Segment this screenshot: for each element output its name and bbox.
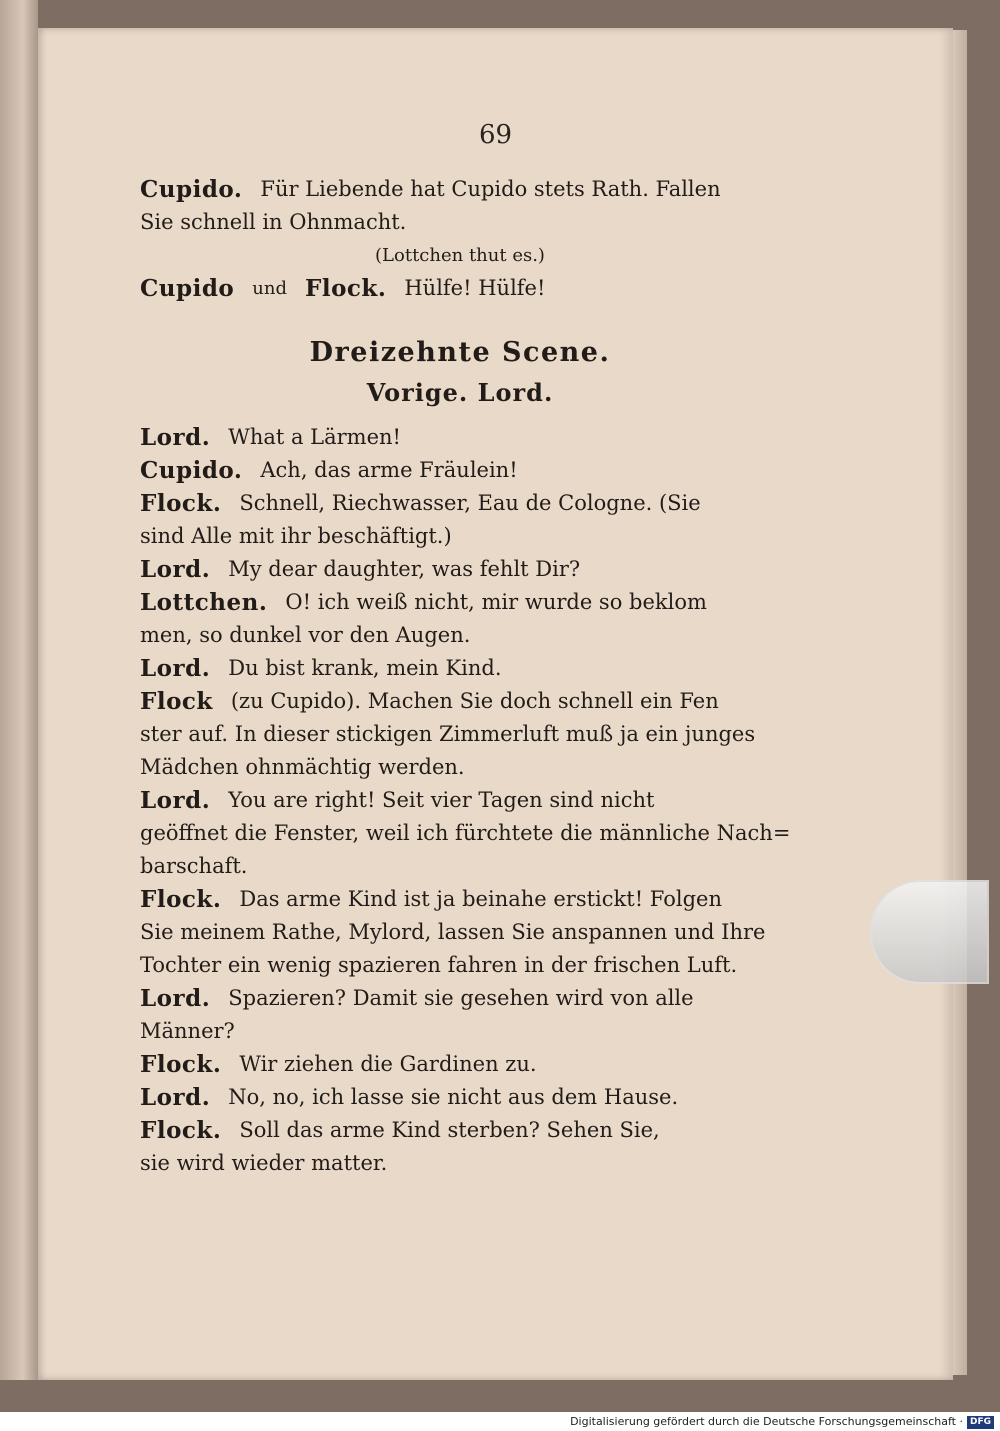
line-text: My dear daughter, was fehlt Dir? [228,557,581,581]
speaker-name: Lord. [140,655,211,682]
speaker-name: Flock. [140,490,222,517]
dialogue-line [140,1114,780,1147]
book-page [38,28,953,1380]
line-text: Tochter ein wenig spazieren fahren in der frischen Luft. [140,953,738,977]
line-text: Du bist krank, mein Kind. [228,656,502,680]
scene-title: Dreizehnte Scene. [309,337,611,368]
line-text: O! ich weiß nicht, mir wurde so beklom [285,590,707,614]
speaker-name: Flock. [140,1117,222,1144]
dialogue-line [140,1081,780,1114]
dialogue-line [140,685,780,718]
line-text: Mädchen ohnmächtig werden. [140,755,465,779]
speaker-name: Flock. [305,275,387,302]
line-text: Sie meinem Rathe, Mylord, lassen Sie anspannen und Ihre [140,920,766,944]
speaker-name: Lord. [140,985,211,1012]
line-text: men, so dunkel vor den Augen. [140,623,471,647]
line-text: What a Lärmen! [228,425,401,449]
line-text: Das arme Kind ist ja beinahe erstickt! Folgen [239,887,722,911]
line-text: Für Liebende hat Cupido stets Rath. Fallen [260,177,721,201]
dialogue [140,421,791,1180]
dialogue-line [140,1048,780,1081]
line-text: sie wird wieder matter. [140,1151,388,1175]
line-text: Sie schnell in Ohnmacht. [140,210,407,234]
footer-text: Digitalisierung gefördert durch die Deutsche Forschungsgemeinschaft · [570,1415,963,1428]
stage-direction [140,239,780,272]
speaker-name: Cupido [140,275,235,302]
dialogue-line [140,421,780,454]
dialogue-line [140,520,780,553]
text-line [140,173,780,206]
speaker-name: Cupido. [140,457,243,484]
line-text: Ach, das arme Fräulein! [260,458,518,482]
speaker-name: Flock. [140,1051,222,1078]
speaker-name: Flock. [140,886,222,913]
dialogue-line [140,586,780,619]
line-text: Wir ziehen die Gardinen zu. [239,1052,537,1076]
line-text: No, no, ich lasse sie nicht aus dem Hause. [228,1085,679,1109]
line-text: Hülfe! Hülfe! [404,276,546,300]
line-text: You are right! Seit vier Tagen sind nicht [228,788,655,812]
line-text: geöffnet die Fenster, weil ich fürchtete die männliche Nach= [140,821,791,845]
speaker-name: Lord. [140,1084,211,1111]
dialogue-line [140,850,780,883]
speaker-name: Lottchen. [140,589,268,616]
line-text: Männer? [140,1019,235,1043]
connector-text: und [252,278,287,299]
page-turn-tab[interactable] [870,880,989,984]
scene-characters: Vorige. Lord. [366,378,554,407]
dialogue-line [140,751,780,784]
speaker-name: Lord. [140,787,211,814]
text-line [140,206,780,239]
speaker-name: Lord. [140,556,211,583]
dialogue-line [140,949,780,982]
speaker-name: Flock [140,688,213,715]
line-text: Schnell, Riechwasser, Eau de Cologne. (Sie [239,491,701,515]
line-text: barschaft. [140,854,248,878]
dialogue-line [140,487,780,520]
dfg-logo: DFG [967,1416,994,1429]
dialogue-line [140,982,780,1015]
speaker-name: Cupido. [140,176,243,203]
line-text: sind Alle mit ihr beschäftigt.) [140,524,452,548]
line-text: Spazieren? Damit sie gesehen wird von alle [228,986,694,1010]
page-text [140,173,791,1180]
dialogue-line [140,817,791,850]
left-page-edge [0,0,38,1380]
speaker-name: Lord. [140,424,211,451]
dialogue-line [140,1015,780,1048]
page-number: 69 [478,120,513,150]
line-text: Soll das arme Kind sterben? Sehen Sie, [239,1118,660,1142]
line-text: ster auf. In dieser stickigen Zimmerluft muß ja ein junges [140,722,756,746]
line-text: (zu Cupido). Machen Sie doch schnell ein Fen [230,689,719,713]
text-line [140,272,780,305]
dialogue-line [140,1147,780,1180]
dialogue-line [140,619,780,652]
footer [0,1412,1000,1431]
dialogue-line [140,883,780,916]
dialogue-line [140,652,780,685]
dialogue-line [140,718,780,751]
dialogue-line [140,784,780,817]
page-edge [953,30,967,1375]
dialogue-line [140,454,780,487]
dialogue-line [140,916,780,949]
dialogue-line [140,553,780,586]
stage-text: (Lottchen thut es.) [375,245,545,266]
